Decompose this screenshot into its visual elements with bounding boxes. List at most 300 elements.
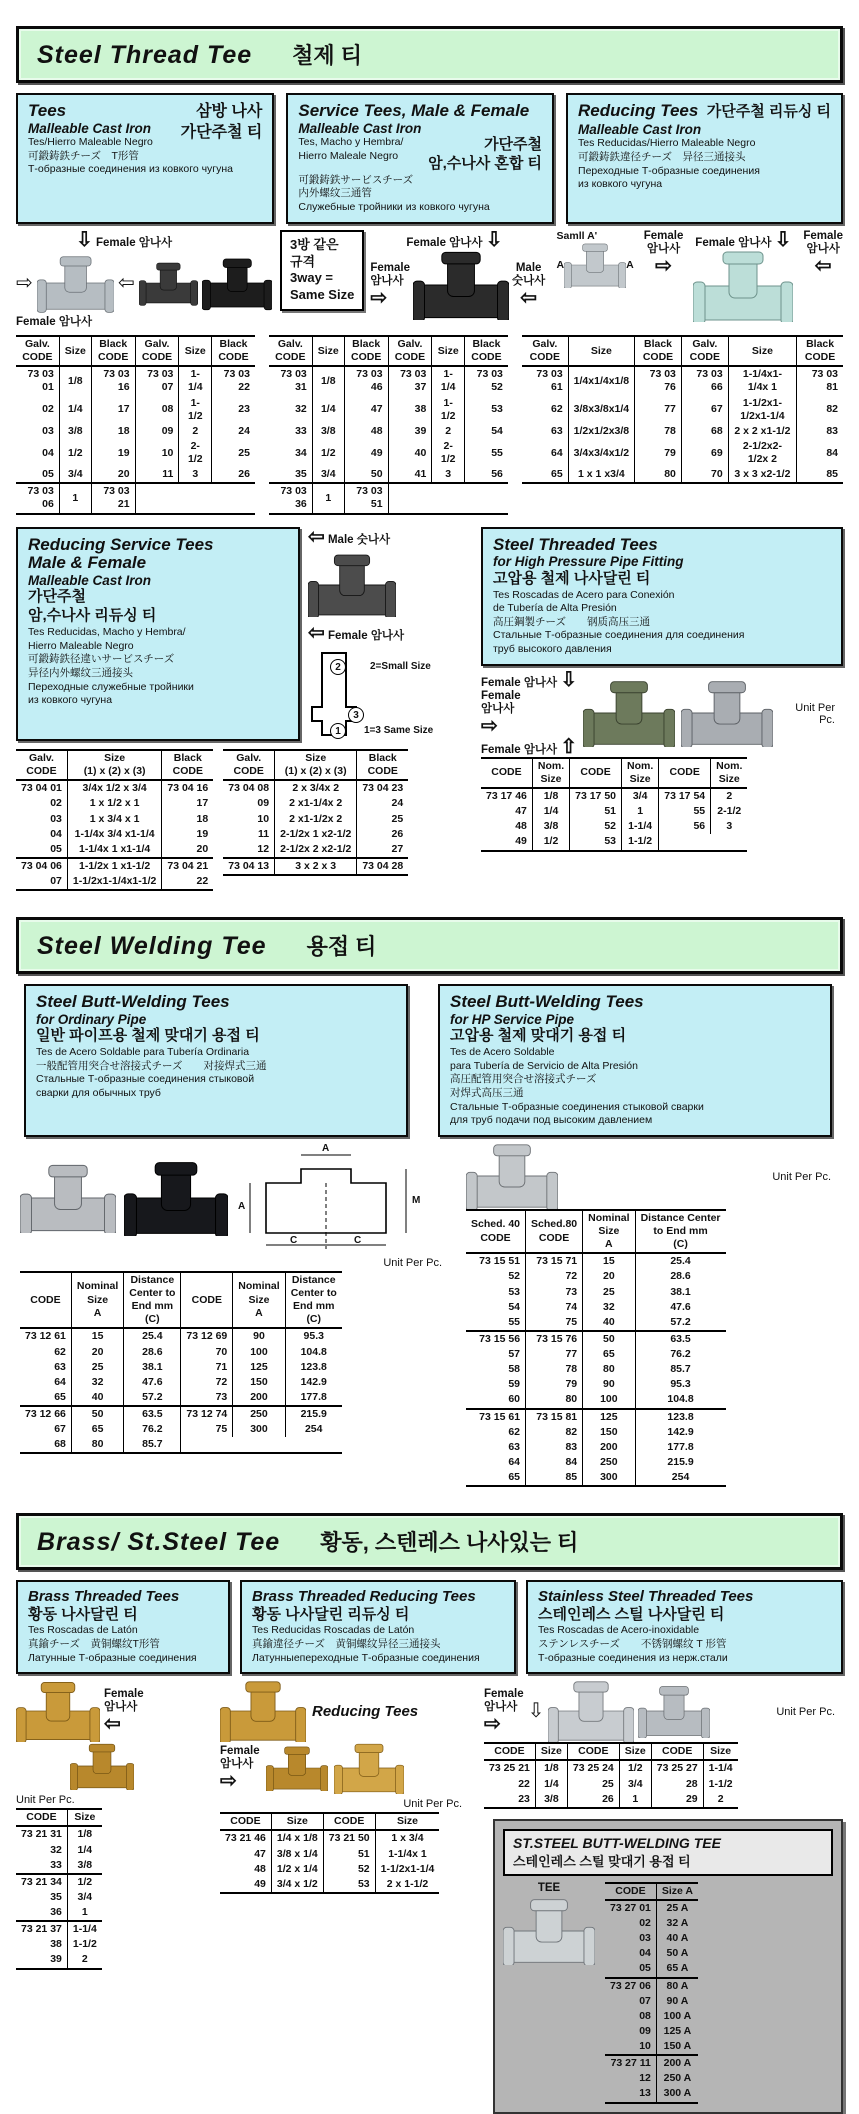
cell: 78: [635, 424, 682, 439]
cell: 73 12 69: [181, 1328, 233, 1344]
cell: 47: [515, 805, 527, 818]
column-header: Size: [535, 1743, 567, 1760]
cell: 22: [162, 874, 213, 890]
cell: 3/8 x 1/4: [271, 1847, 323, 1862]
cell: 254: [285, 1422, 342, 1437]
box-sst-lines: [538, 1624, 831, 1665]
column-header: Nominal Size A: [71, 1272, 123, 1329]
cell: 34: [295, 446, 307, 459]
box-service-tees: [286, 93, 554, 224]
cell: 49: [515, 835, 527, 848]
cell: 3/8: [59, 424, 91, 439]
cell: 75: [526, 1315, 583, 1331]
code-table: [223, 749, 408, 876]
text-line: Латунныепереходные Т-образные соединения: [252, 1651, 480, 1664]
service-male-right: Male 숫나사 ⇦: [511, 261, 546, 309]
column-header: Black CODE: [635, 336, 682, 366]
cell: 79: [635, 439, 682, 467]
section-title-kr: 황동, 스텐레스 나사있는 티: [320, 1530, 579, 1556]
cell: [659, 834, 711, 850]
unit-per-pc-label: Unit Per Pc.: [795, 702, 835, 727]
cell: 73 21 50: [323, 1830, 375, 1846]
cell: 1-1/4x 1 x1-1/4: [67, 842, 161, 858]
cell: 3: [432, 467, 465, 483]
cell: 48: [515, 820, 527, 833]
arrow-left-icon: ⇦: [308, 525, 325, 548]
cell: 73 25 27: [651, 1760, 703, 1776]
cell: 73 17 50: [570, 788, 622, 804]
arrow-right-icon: ⇨: [655, 255, 672, 278]
cell: 2-1/2: [432, 439, 465, 467]
cell: 23: [212, 396, 255, 424]
cell: 05: [50, 842, 62, 855]
cell: 58: [508, 1363, 521, 1376]
text-line: 真鍮違径チーズ 黄铜螺纹异径三通接头: [252, 1638, 441, 1651]
sst-female-label: Female 암나사 ⇨: [484, 1688, 524, 1736]
cell: 57.2: [635, 1315, 725, 1331]
cell: 100 A: [656, 2009, 698, 2024]
text-line: 可鍛鋳鉄違径チーズ 异径三通接头: [578, 150, 746, 163]
box-rs-title1: Reducing Service Tees: [28, 534, 214, 554]
cell: 41: [388, 467, 432, 483]
section-title-kr: 철제 티: [292, 43, 363, 68]
cell: 25: [567, 1777, 619, 1792]
butt-welding-hp-table: [466, 1209, 839, 1487]
cell: 177.8: [635, 1440, 725, 1455]
text-line: 一般配管用突合せ溶接式チーズ 对接焊式三通: [36, 1059, 267, 1072]
cell: 09: [135, 424, 179, 439]
box-sst-title: Stainless Steel Threaded Tees: [538, 1588, 754, 1606]
hp-weld-tee-photo: [466, 1143, 558, 1209]
cell: 77: [526, 1347, 583, 1362]
cell: 125: [233, 1360, 285, 1375]
cell: 80: [71, 1437, 123, 1453]
cell: 73 03 21: [91, 483, 135, 513]
brass-reducing-code-table: [220, 1812, 470, 1894]
cell: 83: [526, 1440, 583, 1455]
cell: 11: [258, 827, 270, 840]
arrow-left-icon: ⇦: [814, 255, 832, 278]
cell: 36: [50, 1906, 62, 1919]
small-a-label: Samll A': [556, 229, 598, 242]
cell: 250 A: [656, 2071, 698, 2086]
cell: 38: [388, 396, 432, 424]
column-header: Galv. CODE: [522, 336, 568, 366]
column-header: Size (1) x (2) x (3): [67, 750, 161, 780]
cell: 25: [71, 1360, 123, 1375]
cell: 3/4: [312, 467, 344, 483]
cell: 15: [583, 1253, 635, 1269]
brass-reducing-tee-photo: [220, 1680, 306, 1742]
cell: 02: [639, 1917, 651, 1930]
code-table: [220, 1812, 439, 1894]
column-header: Distance Center to End mm (C): [285, 1272, 342, 1329]
arrow-down-icon: ⇩: [485, 228, 503, 251]
cell: 3: [179, 467, 212, 483]
box-hp2-title2: for HP Service Pipe: [450, 1011, 575, 1027]
cell: 250: [583, 1455, 635, 1470]
column-header: CODE: [605, 1883, 656, 1900]
text-line: Переходные Т-образные соединения: [578, 164, 760, 177]
cell: 3/4x3/4x1/2: [568, 439, 634, 467]
arrow-right-icon: ⇨: [16, 271, 33, 294]
cell: 1/8: [312, 366, 344, 395]
sst-tee-photo: [548, 1680, 634, 1742]
cell: 73 15 56: [466, 1331, 526, 1347]
cell: 47: [344, 396, 388, 424]
cell: 1-1/4: [67, 1921, 101, 1937]
unit-per-pc-label: Unit Per Pc.: [383, 1256, 442, 1269]
cell: 1-1/4: [622, 819, 659, 834]
cell: 1/4: [532, 804, 569, 819]
column-header: CODE: [16, 1809, 67, 1826]
cell: 51: [570, 804, 622, 819]
cell: 80: [583, 1362, 635, 1377]
cell: 2 x1-1/4x 2: [275, 796, 357, 811]
cell: 40: [388, 439, 432, 467]
hp-welding-area: [466, 1143, 839, 1487]
catalog-page: [0, 26, 859, 2100]
cell: 63: [508, 1440, 521, 1453]
cell: 90: [233, 1328, 285, 1344]
column-header: CODE: [20, 1272, 71, 1329]
cell: 2-1/2x 2 x2-1/2: [275, 842, 357, 858]
hp-threaded-area: [481, 527, 843, 852]
cell: 1/8: [59, 366, 91, 395]
code-table: [484, 1742, 738, 1809]
cell: 1/2: [532, 834, 569, 850]
cell: 3 x 3 x2-1/2: [728, 467, 797, 483]
text-line: 可鍛鋳鉄径違いサービスチーズ: [28, 653, 175, 666]
cell: [388, 483, 432, 513]
text-line: Стальные Т-образные соединения стыковой: [36, 1073, 255, 1086]
dim-m-right: M: [412, 1194, 421, 1206]
cell: 51: [323, 1847, 375, 1862]
box-hp-lines: [493, 589, 831, 657]
cell: 1/4: [535, 1777, 567, 1792]
code-table: [605, 1882, 698, 2104]
text-line: Т-образные соединения из ковкого чугуна: [28, 163, 234, 176]
box-brass-title: Brass Threaded Tees: [28, 1588, 180, 1606]
cell: 20: [162, 842, 213, 858]
cell: 150: [233, 1375, 285, 1390]
arrow-down-icon: ⇩: [560, 668, 578, 691]
cell: 200 A: [656, 2055, 698, 2071]
box-tees-kr: 삼방 나사 가단주철 티: [180, 103, 263, 141]
tee-photo-black-small: [139, 257, 198, 309]
column-header: Size: [619, 1743, 651, 1760]
cell: 26: [212, 467, 255, 483]
female-top-label: ⇩ Female 암나사: [76, 228, 173, 251]
cell: 73 03 07: [135, 366, 179, 395]
box-hp2-kr: 고압용 철제 맞대기 용접 티: [450, 1027, 627, 1045]
cell: 48: [344, 424, 388, 439]
text-line: 对焊式高压三通: [450, 1087, 524, 1099]
cell: 52: [323, 1862, 375, 1877]
box-brass-lines: [28, 1624, 218, 1665]
box-reducing-service: [16, 527, 300, 741]
column-header: Galv. CODE: [269, 336, 312, 366]
cell: 2 x 3/4x 2: [275, 780, 357, 796]
text-line: 内外螺纹三通管: [298, 187, 372, 200]
cell: 300: [233, 1422, 285, 1437]
cell: 73 04 01: [21, 782, 62, 795]
box-service-es: Tes, Macho y Hembra/ Hierro Maleale Negro: [298, 136, 404, 162]
cell: 02: [50, 797, 62, 810]
text-line: Tes Reducidas/Hierro Maleable Negro: [578, 137, 756, 150]
cell: 1/8: [67, 1826, 101, 1842]
cell: 2: [179, 424, 212, 439]
butt-welding-ordinary-table: [20, 1271, 450, 1455]
cell: 19: [162, 827, 213, 842]
service-female-top: Female 암나사 ⇩: [406, 228, 503, 251]
dimension-diagram: [236, 1143, 426, 1253]
cell: 55: [465, 439, 508, 467]
text-line: 异径内外螺纹三通接头: [28, 666, 133, 679]
column-header: CODE: [651, 1743, 703, 1760]
cell: 1-1/4x 3/4 x1-1/4: [67, 827, 161, 842]
cell: 73 27 11: [605, 2055, 656, 2071]
cell: 150: [583, 1425, 635, 1440]
cell: 1-1/4x1-1/4x 1: [728, 366, 797, 395]
cell: 56: [465, 467, 508, 483]
column-header: CODE: [484, 1743, 535, 1760]
cell: 73 25 24: [567, 1760, 619, 1776]
cell: 82: [797, 396, 843, 424]
cell: 2-1/2x2-1/2x 2: [728, 439, 797, 467]
cell: 254: [635, 1470, 725, 1486]
cell: 73 27 01: [610, 1901, 651, 1914]
cell: 1-1/2x1-1/4x1-1/2: [67, 874, 161, 890]
cell: 142.9: [635, 1425, 725, 1440]
a-label: A: [556, 258, 565, 271]
butt-weld-tee-photo-steel: [20, 1163, 116, 1233]
section-header-thread-tee: [16, 26, 843, 83]
cell: 1/2x1/2x3/8: [568, 424, 634, 439]
cell: 25: [583, 1285, 635, 1300]
text-line: ステンレスチーズ 不锈钢螺纹 T 形管: [538, 1638, 727, 1651]
service-tees-code-table: [269, 335, 508, 515]
cell: 67: [54, 1423, 66, 1436]
text-line: para Tubería de Servicio de Alta Presión: [450, 1059, 638, 1072]
box-hp-title1: Steel Threaded Tees: [493, 534, 658, 554]
cell: 62: [54, 1345, 66, 1358]
cell: 1/2: [59, 439, 91, 467]
cell: 3/4x 1/2 x 3/4: [67, 780, 161, 796]
cell: 73 12 61: [25, 1330, 66, 1343]
unit-per-pc-label: Unit Per Pc.: [16, 1794, 75, 1807]
tee-photo-black: [202, 252, 273, 314]
cell: 76.2: [124, 1422, 181, 1437]
cell: 73 03 81: [797, 366, 843, 395]
cell: 09: [257, 797, 270, 810]
cell: 80 A: [656, 1978, 698, 1994]
cell: 1-1/4: [179, 366, 212, 395]
text-line: Hierro Maleable Negro: [28, 639, 134, 652]
cell: 1 x 3/4 x 1: [67, 812, 161, 827]
cell: 25: [357, 812, 408, 827]
cell: 38: [50, 1938, 62, 1951]
reducing-female-top: Female 암나사 ⇩: [695, 228, 792, 251]
cell: 04: [42, 446, 54, 459]
sst-area: [484, 1680, 843, 2113]
arrow-right-icon: ⇨: [220, 1770, 237, 1793]
cell: 52: [570, 819, 622, 834]
section-title-kr: 용접 티: [306, 934, 377, 960]
cell: 79: [526, 1377, 583, 1392]
cell: 84: [526, 1455, 583, 1470]
column-header: Black CODE: [357, 750, 408, 780]
cell: 20: [583, 1269, 635, 1284]
cell: 1-1/4: [432, 366, 465, 395]
cell: 104.8: [635, 1392, 725, 1408]
cell: 24: [357, 796, 408, 811]
column-header: Galv. CODE: [16, 750, 67, 780]
cell: 73 21 34: [16, 1874, 67, 1890]
code-table: [269, 335, 508, 515]
cell: 90 A: [656, 1994, 698, 2009]
column-header: Size: [312, 336, 344, 366]
cell: 72: [526, 1269, 583, 1284]
cell: 73 04 28: [357, 858, 408, 875]
cell: 04: [639, 1947, 651, 1960]
box-rs-sub: Malleable Cast Iron: [28, 572, 152, 588]
cell: 65: [583, 1347, 635, 1362]
cell: 33: [295, 424, 307, 437]
cell: 65: [54, 1390, 66, 1403]
cell: 32: [295, 403, 307, 416]
code-table: [16, 335, 255, 515]
cell: 73: [181, 1390, 233, 1406]
cell: 65: [508, 1471, 521, 1484]
cell: 73: [526, 1285, 583, 1300]
column-header: Nom. Size: [622, 758, 659, 788]
column-header: Galv. CODE: [223, 750, 274, 780]
cell: 1: [622, 804, 659, 819]
service-female-left: Female 암나사 ⇨: [370, 261, 410, 309]
cell: 73 21 37: [16, 1921, 67, 1937]
box-rs-title2: Male & Female: [28, 553, 147, 573]
circle-3-label: 3: [348, 707, 364, 723]
cell: 1/8: [535, 1760, 567, 1776]
cell: 85.7: [124, 1437, 181, 1453]
cell: 73 21 31: [21, 1828, 62, 1841]
hp-female-left: Female 암나사 ⇩ Female 암나사 ⇨ Female 암나사 ⇧: [481, 668, 578, 758]
cell: 71: [181, 1360, 233, 1375]
cell: 54: [508, 1300, 521, 1313]
cell: 32: [50, 1843, 62, 1856]
text-line: 可鍛鋳鉄チーズ T形管: [28, 149, 139, 162]
cell: 28.6: [635, 1269, 725, 1284]
reducing-tee-photo: [693, 250, 793, 322]
cell: 17: [91, 396, 135, 424]
cell: 3/4 x 1/2: [271, 1877, 323, 1893]
cell: 63.5: [635, 1331, 725, 1347]
cell: 32 A: [656, 1916, 698, 1931]
cell: 1/4: [59, 396, 91, 424]
cell: 3/8: [532, 819, 569, 834]
cell: 74: [526, 1300, 583, 1315]
text-line: Tes Reducidas Roscadas de Latón: [252, 1624, 415, 1637]
cell: 2: [703, 1792, 737, 1808]
section-header-brass-sst: [16, 1513, 843, 1570]
cell: 03: [639, 1932, 651, 1945]
cell: 63: [54, 1360, 66, 1373]
text-line: из ковкого чугуна: [28, 694, 113, 707]
cell: 73 17 54: [659, 788, 711, 804]
text-line: de Tubería de Alta Presión: [493, 602, 617, 615]
cell: 40: [583, 1315, 635, 1331]
hp-tee-photo-green: [583, 679, 675, 747]
cell: 215.9: [285, 1406, 342, 1422]
cell: 73 03 52: [465, 366, 508, 395]
cell: 50: [583, 1331, 635, 1347]
column-header: Nominal Size A: [233, 1272, 285, 1329]
column-header: Nom. Size: [532, 758, 569, 788]
cell: 2: [711, 788, 748, 804]
box-brass-kr: 황동 나사달린 티: [28, 1605, 138, 1623]
text-line: 可鍛鋳鉄サービスチーズ: [298, 173, 414, 186]
code-table: [20, 1271, 342, 1455]
cell: 57: [508, 1348, 521, 1361]
butt-weld-tee-photo-black: [124, 1160, 228, 1236]
cell: 32: [71, 1375, 123, 1390]
sst-butt-tee-photo: [503, 1897, 595, 1965]
cell: 73 03 01: [27, 368, 54, 394]
reducing-photo-group: [557, 230, 843, 327]
cell: 65: [71, 1422, 123, 1437]
cell: 20: [71, 1345, 123, 1360]
cell: 07: [639, 1994, 651, 2007]
circle-1-label: 1: [330, 723, 346, 739]
arrow-down-icon: ⇩: [76, 228, 93, 251]
column-header: Galv. CODE: [16, 336, 59, 366]
threeway-note-box: [280, 230, 364, 312]
brass-threaded-code-table: [16, 1808, 206, 1969]
cell: 2: [67, 1952, 101, 1968]
column-header: Nominal Size A: [583, 1210, 635, 1253]
box-rs-kr1: 가단주철: [28, 588, 86, 606]
text-line: Т-образные соединения из нерж.стали: [538, 1651, 728, 1664]
section-title-en: Steel Thread Tee: [37, 41, 253, 69]
text-line: труб высокого давления: [493, 643, 612, 656]
cell: 1-1/4x 1: [375, 1847, 439, 1862]
cell: 26: [567, 1792, 619, 1808]
cell: 1: [67, 1905, 101, 1921]
hp-threaded-code-table: [481, 757, 843, 852]
box-butt-welding-ordinary: [24, 984, 408, 1137]
cell: 25: [212, 439, 255, 467]
text-line: Tes Roscadas de Latón: [28, 1624, 138, 1637]
cell: 39: [388, 424, 432, 439]
reducing-service-code-table-1: [16, 749, 213, 891]
cell: 53: [570, 834, 622, 850]
reducing-female-left: Female 암나사 ⇨: [643, 229, 684, 278]
section-title-en: Steel Welding Tee: [37, 932, 267, 961]
cell: 49: [344, 439, 388, 467]
rs-male-label: ⇦ Male 숫나사: [308, 525, 391, 548]
brass-red-female-label: Female 암나사 ⇨: [220, 1745, 260, 1793]
dim-c-left: C: [290, 1234, 298, 1246]
cell: 53: [465, 396, 508, 424]
box-hp-title2: for High Pressure Pipe Fitting: [493, 554, 684, 570]
cell: 35: [295, 468, 307, 481]
text-line: 高圧配管用突合せ溶接式チーズ: [450, 1073, 597, 1086]
cell: 90: [583, 1377, 635, 1392]
cell: 76.2: [635, 1347, 725, 1362]
cell: 73 04 16: [162, 780, 213, 796]
cell: 65: [550, 468, 563, 481]
